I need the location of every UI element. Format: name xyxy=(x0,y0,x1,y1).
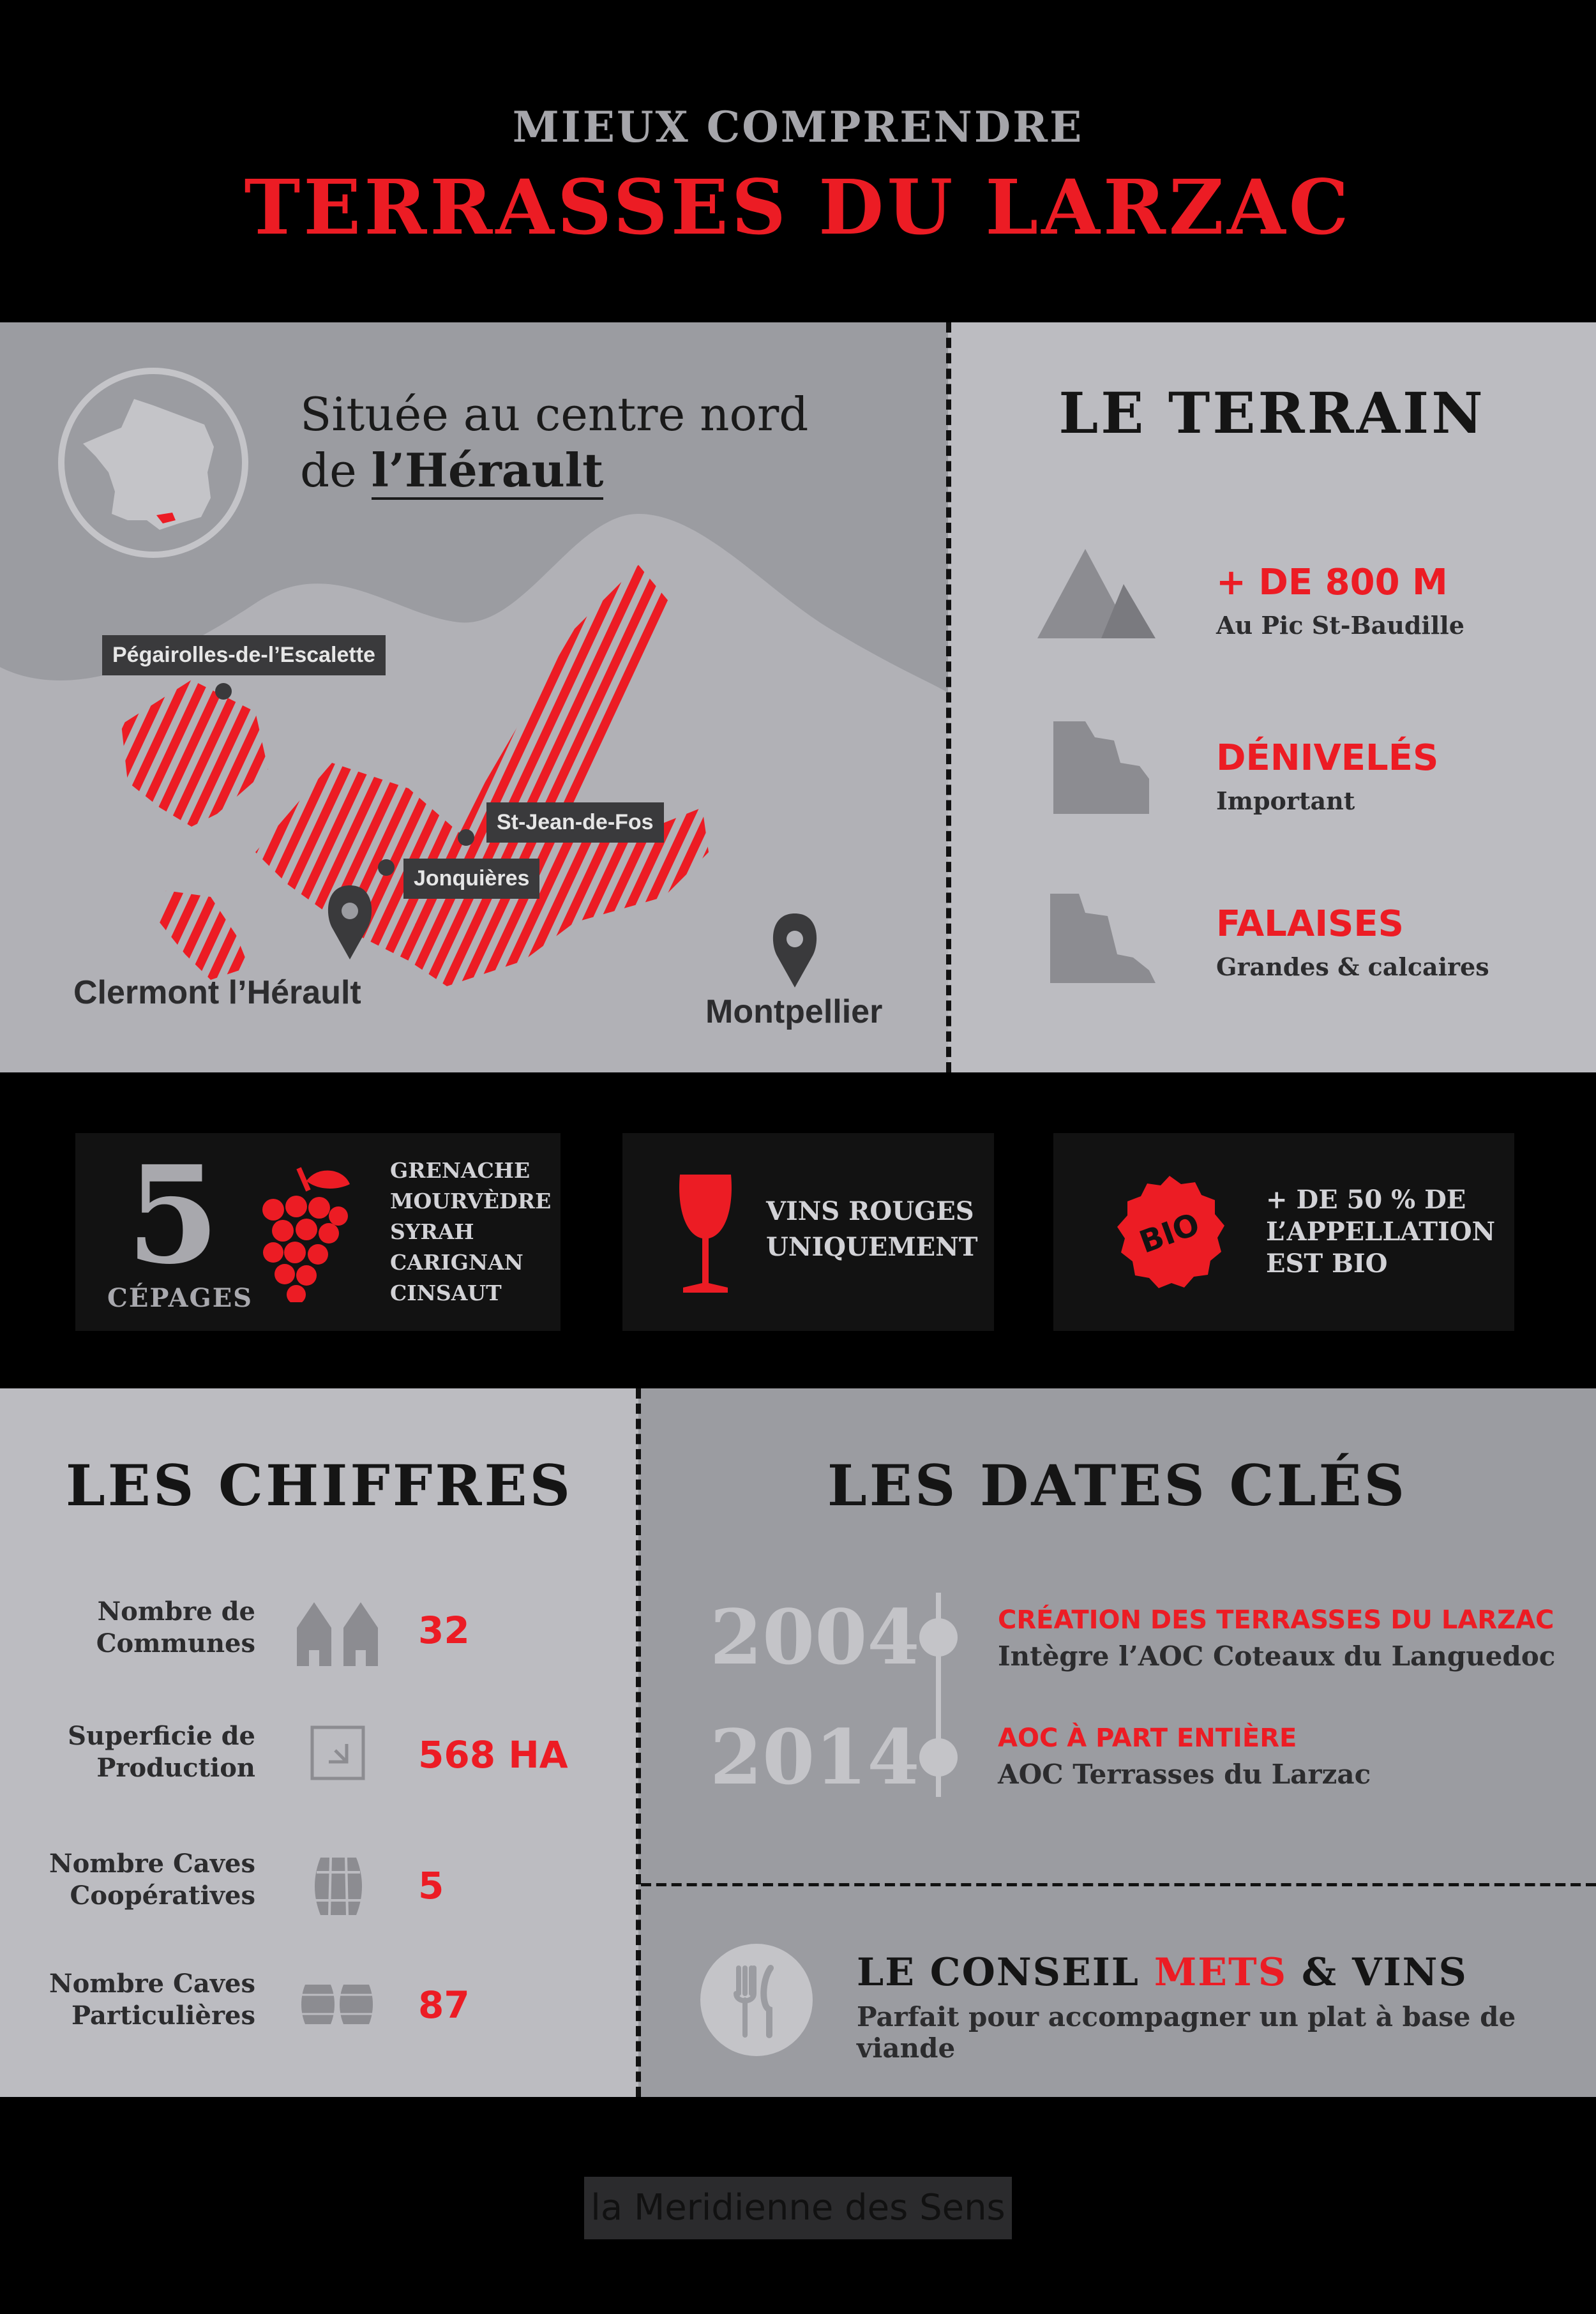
france-map-icon xyxy=(57,367,249,559)
herault-label: l’Hérault xyxy=(372,443,604,500)
timeline xyxy=(913,1593,964,1797)
village-label: Jonquières xyxy=(403,859,539,899)
vins-line: UNIQUEMENT xyxy=(766,1232,978,1262)
chiffre-label-line: Coopératives xyxy=(70,1881,255,1911)
header xyxy=(0,0,1596,322)
divider xyxy=(636,1388,641,2097)
houses-icon xyxy=(294,1599,386,1669)
vins-text xyxy=(766,1194,977,1265)
conseil-title-a: LE CONSEIL xyxy=(857,1950,1154,1995)
bio-line: L’APPELLATION xyxy=(1266,1217,1496,1247)
date-sub: Intègre l’AOC Coteaux du Languedoc xyxy=(998,1641,1556,1672)
terrain-sub: Important xyxy=(1216,786,1355,815)
timeline-dot xyxy=(919,1618,958,1657)
dates-panel xyxy=(638,1388,1596,1886)
terrain-sub: Au Pic St-Baudille xyxy=(1216,611,1464,640)
cepages-count: 5 xyxy=(126,1136,220,1294)
chiffres-title: LES CHIFFRES xyxy=(65,1452,573,1519)
wine-glass-icon xyxy=(674,1171,737,1299)
date-head: CRÉATION DES TERRASSES DU LARZAC xyxy=(998,1605,1555,1635)
cepage-item: SYRAH xyxy=(390,1219,474,1244)
conseil-title-red: METS xyxy=(1154,1950,1288,1995)
location-line2 xyxy=(300,442,808,499)
location-text xyxy=(300,386,808,499)
cepages-card xyxy=(75,1133,561,1331)
terrain-title: LE TERRAIN xyxy=(1058,380,1486,446)
vins-card xyxy=(622,1133,994,1331)
city-label: Clermont l’Hérault xyxy=(73,974,361,1011)
cepages-label: CÉPAGES xyxy=(107,1283,253,1313)
chiffre-value: 87 xyxy=(418,1983,470,2027)
date-head: AOC À PART ENTIÈRE xyxy=(998,1724,1297,1753)
date-year: 2014 xyxy=(710,1713,920,1801)
date-year: 2004 xyxy=(710,1593,920,1681)
date-sub: AOC Terrasses du Larzac xyxy=(998,1759,1371,1790)
bio-text xyxy=(1266,1184,1495,1280)
chiffre-label xyxy=(0,1848,255,1912)
bio-badge-icon xyxy=(1111,1175,1229,1293)
area-icon xyxy=(310,1725,367,1782)
cepage-item: CARIGNAN xyxy=(390,1250,523,1275)
bio-badge-text: BIO xyxy=(1134,1206,1205,1261)
brand-logo: la Meridienne des Sens xyxy=(584,2177,1012,2239)
chiffre-label-line: Communes xyxy=(96,1628,255,1658)
vins-line: VINS ROUGES xyxy=(766,1196,974,1226)
location-line2-prefix: de xyxy=(300,444,372,497)
cepage-item: MOURVÈDRE xyxy=(390,1189,552,1213)
village-dot xyxy=(215,683,232,700)
city-label: Montpellier xyxy=(705,993,883,1030)
mountain-icon xyxy=(1037,546,1165,648)
terrain-panel xyxy=(948,322,1596,1072)
chiffre-label xyxy=(0,1720,255,1784)
cutlery-icon xyxy=(699,1942,814,2057)
highlights-band xyxy=(0,1072,1596,1388)
location-map-panel xyxy=(0,322,948,1072)
village-label: Pégairolles-de-l’Escalette xyxy=(102,635,386,675)
terrain-head: + DE 800 M xyxy=(1216,562,1448,603)
chiffre-value: 568 HA xyxy=(418,1733,568,1777)
cepage-item: GRENACHE xyxy=(390,1158,531,1183)
terrain-head: FALAISES xyxy=(1216,903,1404,945)
village-dot xyxy=(378,859,395,876)
header-subtitle: MIEUX COMPRENDRE xyxy=(512,102,1084,152)
barrels-icon xyxy=(300,1982,377,2027)
chiffre-label-line: Production xyxy=(96,1753,255,1783)
conseil-sub: Parfait pour accompagner un plat à base de viande xyxy=(857,2001,1516,2064)
divider xyxy=(946,322,951,1072)
cepage-item: CINSAUT xyxy=(390,1281,502,1305)
chiffres-panel xyxy=(0,1388,638,2097)
bio-card xyxy=(1053,1133,1514,1331)
page-title: TERRASSES DU LARZAC xyxy=(244,163,1352,252)
timeline-dot xyxy=(919,1738,958,1777)
cepages-list xyxy=(390,1155,551,1309)
location-line1: Située au centre nord xyxy=(300,387,809,441)
conseil-panel xyxy=(638,1886,1596,2097)
conseil-title-b: & VINS xyxy=(1287,1950,1468,1995)
grape-icon xyxy=(254,1162,356,1302)
terrain-head: DÉNIVELÉS xyxy=(1216,737,1439,779)
chiffre-label-line: Nombre Caves xyxy=(49,1849,255,1879)
terrain-sub: Grandes & calcaires xyxy=(1216,952,1489,981)
barrel-icon xyxy=(313,1854,364,1918)
chiffre-label xyxy=(0,1596,255,1660)
chiffre-label-line: Nombre Caves xyxy=(49,1969,255,1999)
chiffre-value: 32 xyxy=(418,1609,470,1652)
village-dot xyxy=(458,829,474,846)
conseil-title xyxy=(857,1950,1468,1995)
bio-line: EST BIO xyxy=(1266,1249,1388,1279)
slope-icon xyxy=(1050,718,1159,820)
bio-line: + DE 50 % DE xyxy=(1266,1185,1466,1215)
chiffre-label-line: Superficie de xyxy=(68,1721,255,1751)
chiffre-label xyxy=(0,1968,255,2032)
chiffre-label-line: Nombre de xyxy=(97,1597,255,1627)
cliff-icon xyxy=(1047,890,1168,993)
dates-title: LES DATES CLÉS xyxy=(827,1452,1408,1519)
village-label: St-Jean-de-Fos xyxy=(486,802,664,843)
chiffre-label-line: Particulières xyxy=(72,2001,255,2031)
chiffre-value: 5 xyxy=(418,1864,444,1907)
